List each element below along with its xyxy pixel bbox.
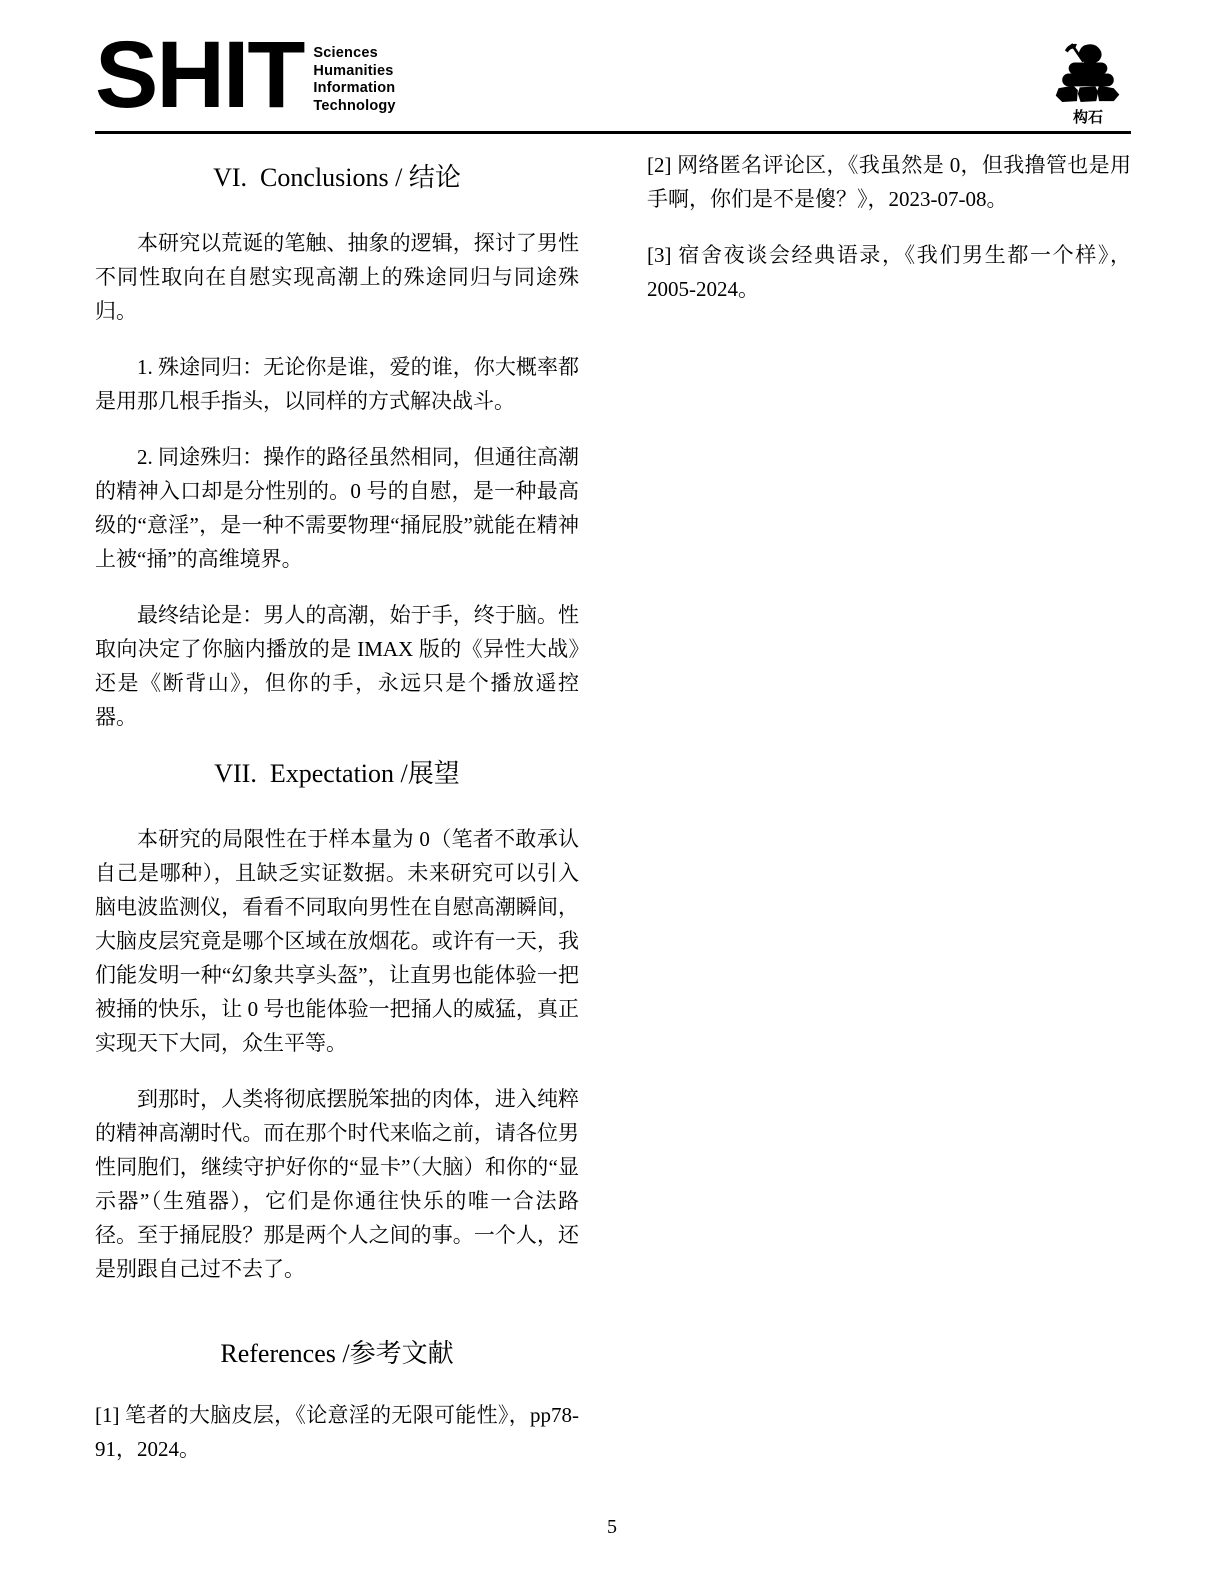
conclusions-paragraph: 2. 同途殊归：操作的路径虽然相同，但通往高潮的精神入口却是分性别的。0 号的自慰，是一种最高级的“意淫”，是一种不需要物理“捅屁股”就能在精神上被“捅”的高维境界。	[95, 445, 579, 571]
journal-logo	[95, 22, 396, 128]
conclusions-heading: VI. Conclusions / 结论	[213, 163, 461, 192]
conclusions-paragraph: 本研究以荒诞的笔触、抽象的逻辑，探讨了男性不同性取向在自慰实现高潮上的殊途同归与同途殊归。	[95, 231, 579, 323]
expectation-heading: VII. Expectation /展望	[214, 759, 460, 788]
reference-item: [2] 网络匿名评论区，《我虽然是 0，但我撸管也是用手啊，你们是不是傻？》，2023-07-08。	[647, 153, 1131, 211]
logo-subtitle	[313, 36, 395, 115]
logo-subtitle-line: Sciences	[313, 45, 378, 61]
conclusions-paragraph: 最终结论是：男人的高潮，始于手，终于脑。性取向决定了你脑内播放的是 IMAX 版的《异性大战》还是《断背山》，但你的手，永远只是个播放遥控器。	[95, 603, 579, 729]
logo-subtitle-line: Humanities	[313, 62, 394, 79]
page-header	[95, 22, 1131, 128]
stone-stack-icon	[1053, 42, 1123, 105]
reference-item: [1] 笔者的大脑皮层，《论意淫的无限可能性》，pp78-91，2024。	[95, 1403, 579, 1461]
shit-logo-wordmark: SHIT	[95, 22, 304, 128]
conclusions-paragraph: 1. 殊途同归：无论你是谁，爱的谁，你大概率都是用那几根手指头，以同样的方式解决战斗。	[95, 355, 579, 413]
references-heading: References /参考文献	[220, 1339, 454, 1368]
org-logo	[1045, 36, 1131, 127]
left-column	[95, 148, 579, 1488]
reference-item: [3] 宿舍夜谈会经典语录，《我们男生都一个样》，2005-2024。	[647, 243, 1131, 301]
page-number: 5	[607, 1516, 617, 1538]
expectation-paragraph: 到那时，人类将彻底摆脱笨拙的肉体，进入纯粹的精神高潮时代。而在那个时代来临之前，请各位男性同胞们，继续守护好你的“显卡”（大脑）和你的“显示器”（生殖器），它们是你通往快乐的唯一合法路径。至于捅屁股？那是两个人之间的事。一个人，还是别跟自己过不去了。	[95, 1087, 579, 1281]
org-logo-label: 构石	[1072, 109, 1103, 126]
page-footer	[0, 1510, 1224, 1544]
header-rule	[95, 131, 1131, 134]
logo-subtitle-line: Technology	[313, 97, 396, 114]
logo-subtitle-line: Information	[313, 80, 396, 96]
right-column	[647, 148, 1131, 1488]
expectation-paragraph: 本研究的局限性在于样本量为 0（笔者不敢承认自己是哪种），且缺乏实证数据。未来研究可以引入脑电波监测仪，看看不同取向男性在自慰高潮瞬间，大脑皮层究竟是哪个区域在放烟花。或许有一天，我们能发明一种“幻象共享头盔”，让直男也能体验一把被捅的快乐，让 0 号也能体验一把捅人的威猛，真正实现天下大同，众生平等。	[95, 827, 579, 1055]
article-body	[95, 148, 1131, 1488]
